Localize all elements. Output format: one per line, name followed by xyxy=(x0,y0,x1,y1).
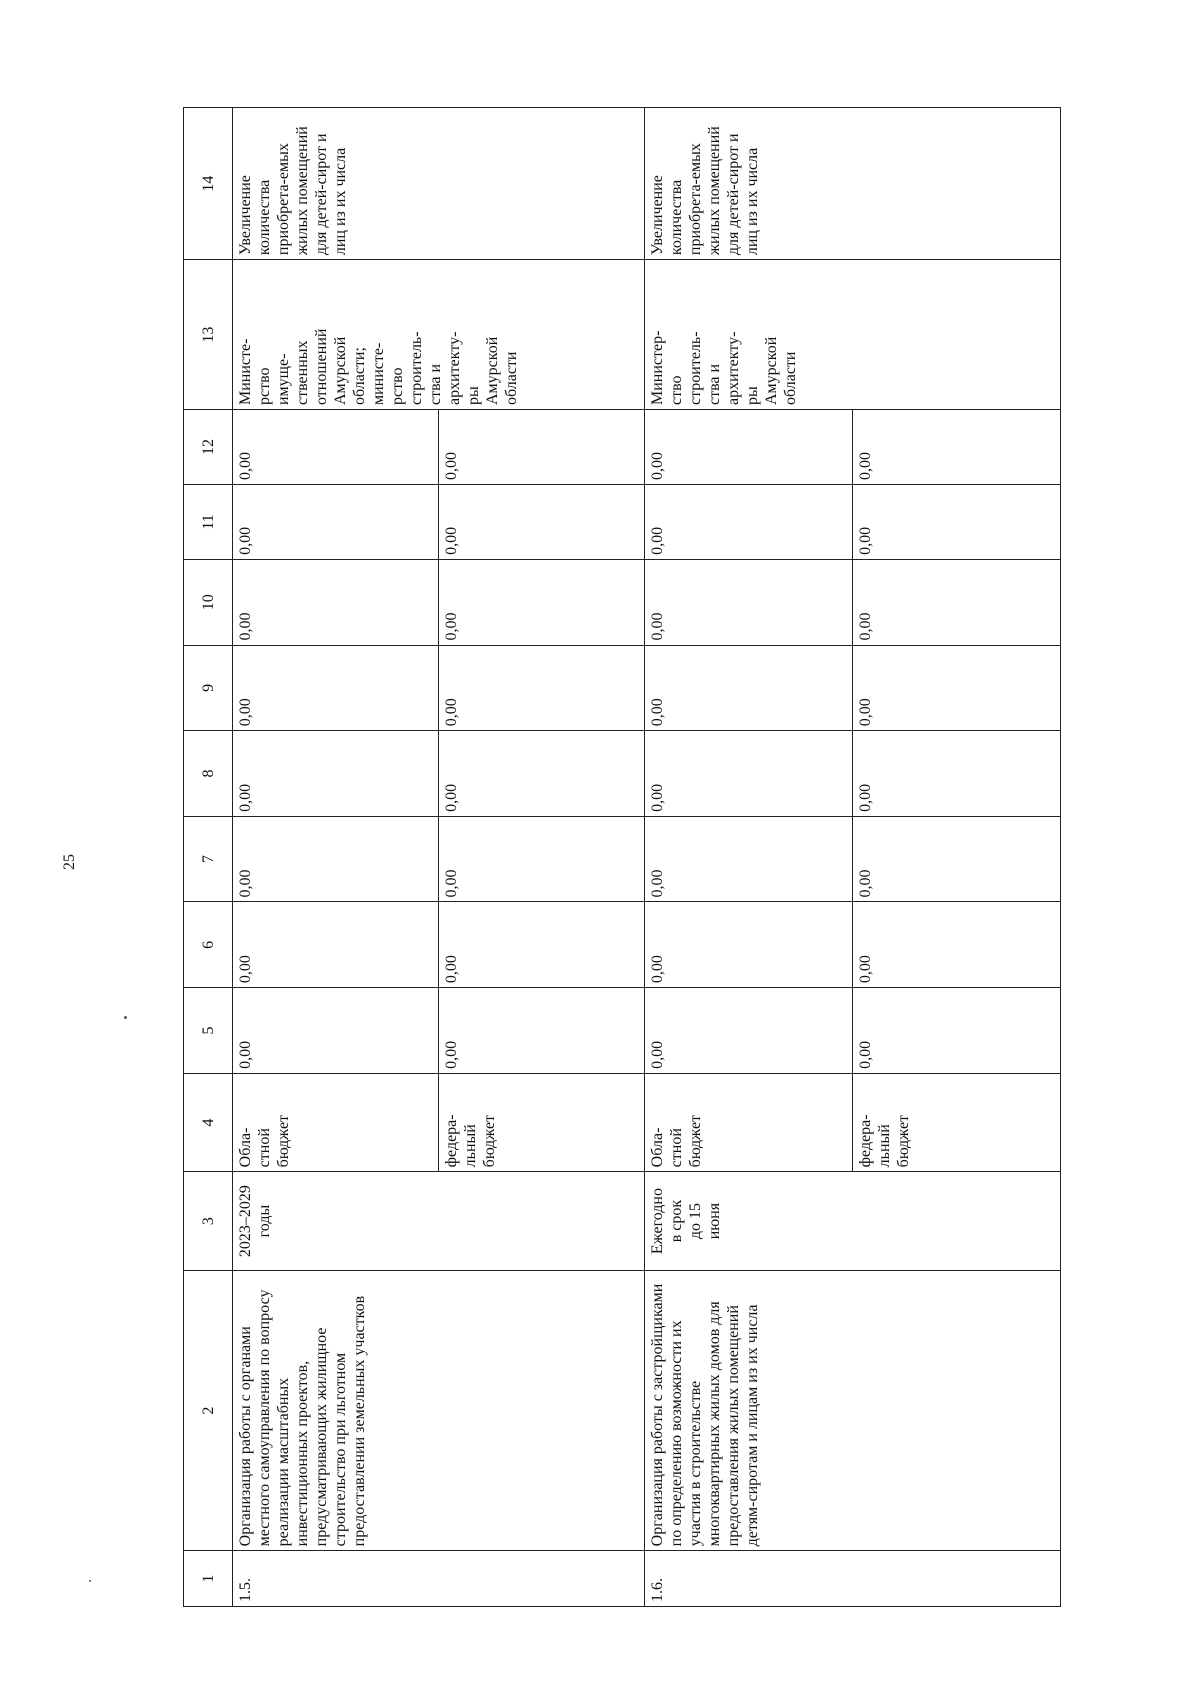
amount-value: 0,00 xyxy=(852,988,1060,1073)
value-cell xyxy=(645,902,1061,988)
amount-value: 0,00 xyxy=(438,646,644,731)
funding-source: федера- льный бюджет xyxy=(852,1074,1060,1172)
amount-value: 0,00 xyxy=(649,869,666,898)
value-cell xyxy=(233,410,645,485)
amount-value: 0,00 xyxy=(852,817,1060,902)
amount-value: 0,00 xyxy=(649,698,666,727)
scan-speck xyxy=(124,1016,127,1019)
value-cell xyxy=(645,410,1061,485)
implementation-period: Ежегодно в срок до 15 июня xyxy=(645,1172,1061,1271)
value-cell xyxy=(233,816,645,902)
responsible-executor: Министер- ство строитель- ства и архитекту- ры Амурской области xyxy=(645,260,1061,410)
amount-value: 0,00 xyxy=(649,451,666,480)
activity-description: Организация работы с органами местного самоуправления по вопросу реализации масштабных инвестиционных проектов, предусматривающих жилищное строительство при льготном предоставлении земельных участков xyxy=(233,1270,645,1551)
amount-value: 0,00 xyxy=(237,783,254,812)
value-cell xyxy=(233,988,645,1074)
value-cell xyxy=(233,645,645,731)
row-number: 1.5. xyxy=(233,1551,645,1607)
col-header: 10 xyxy=(184,559,233,645)
funding-source-cell xyxy=(233,1073,645,1172)
col-header: 8 xyxy=(184,731,233,817)
col-header: 2 xyxy=(184,1270,233,1551)
expected-result: Увеличение количества приобрета-емых жилых помещений для детей-сирот и лиц из их числа xyxy=(233,108,645,260)
value-cell xyxy=(645,988,1061,1074)
amount-value: 0,00 xyxy=(438,731,644,816)
amount-value: 0,00 xyxy=(237,698,254,727)
col-header: 13 xyxy=(184,260,233,410)
amount-value: 0,00 xyxy=(237,612,254,641)
amount-value: 0,00 xyxy=(852,646,1060,731)
amount-value: 0,00 xyxy=(237,869,254,898)
amount-value: 0,00 xyxy=(438,903,644,988)
amount-value: 0,00 xyxy=(852,560,1060,645)
funding-source: федера- льный бюджет xyxy=(438,1074,644,1172)
amount-value: 0,00 xyxy=(438,988,644,1073)
page-number: 25 xyxy=(61,854,78,870)
amount-value: 0,00 xyxy=(649,783,666,812)
funding-source-cell xyxy=(645,1073,1061,1172)
amount-value: 0,00 xyxy=(649,612,666,641)
amount-value: 0,00 xyxy=(649,526,666,555)
col-header: 7 xyxy=(184,816,233,902)
header-row xyxy=(184,108,233,1607)
funding-source: Обла- стной бюджет xyxy=(237,1114,292,1168)
amount-value: 0,00 xyxy=(438,560,644,645)
amount-value: 0,00 xyxy=(438,410,644,484)
amount-value: 0,00 xyxy=(438,485,644,559)
amount-value: 0,00 xyxy=(852,731,1060,816)
amount-value: 0,00 xyxy=(852,485,1060,559)
col-header: 4 xyxy=(184,1073,233,1172)
value-cell xyxy=(645,645,1061,731)
value-cell xyxy=(233,484,645,559)
amount-value: 0,00 xyxy=(852,903,1060,988)
value-cell xyxy=(645,731,1061,817)
amount-value: 0,00 xyxy=(237,451,254,480)
col-header: 5 xyxy=(184,988,233,1074)
value-cell xyxy=(645,484,1061,559)
col-header: 9 xyxy=(184,645,233,731)
rotated-table-sheet xyxy=(183,107,1059,1607)
implementation-period: 2023–2029 годы xyxy=(233,1172,645,1271)
amount-value: 0,00 xyxy=(649,1040,666,1069)
amount-value: 0,00 xyxy=(649,955,666,984)
amount-value: 0,00 xyxy=(237,1040,254,1069)
activity-description: Организация работы с застройщиками по определению возможности их участия в строительстве многоквартирных жилых домов для предоставления жилых помещений детям-сиротам и лицам из их числа xyxy=(645,1270,1061,1551)
col-header: 6 xyxy=(184,902,233,988)
amount-value: 0,00 xyxy=(237,526,254,555)
col-header: 3 xyxy=(184,1172,233,1271)
col-header: 14 xyxy=(184,108,233,260)
col-header: 12 xyxy=(184,410,233,485)
funding-source: Обла- стной бюджет xyxy=(649,1114,704,1168)
value-cell xyxy=(233,731,645,817)
amount-value: 0,00 xyxy=(237,955,254,984)
scan-speck xyxy=(89,1580,91,1582)
value-cell xyxy=(645,559,1061,645)
value-cell xyxy=(233,902,645,988)
value-cell xyxy=(233,559,645,645)
expected-result: Увеличение количества приобрета-емых жилых помещений для детей-сирот и лиц из их числа xyxy=(645,108,1061,260)
col-header: 1 xyxy=(184,1551,233,1607)
amount-value: 0,00 xyxy=(438,817,644,902)
table-row xyxy=(645,108,1061,1607)
table-row xyxy=(233,108,645,1607)
activities-table xyxy=(183,107,1061,1607)
amount-value: 0,00 xyxy=(852,410,1060,484)
responsible-executor: Министе- рство имуще- ственных отношений Амурской области; министе- рство строитель- ства и архитекту- ры Амурской области xyxy=(233,260,645,410)
col-header: 11 xyxy=(184,484,233,559)
row-number: 1.6. xyxy=(645,1551,1061,1607)
value-cell xyxy=(645,816,1061,902)
